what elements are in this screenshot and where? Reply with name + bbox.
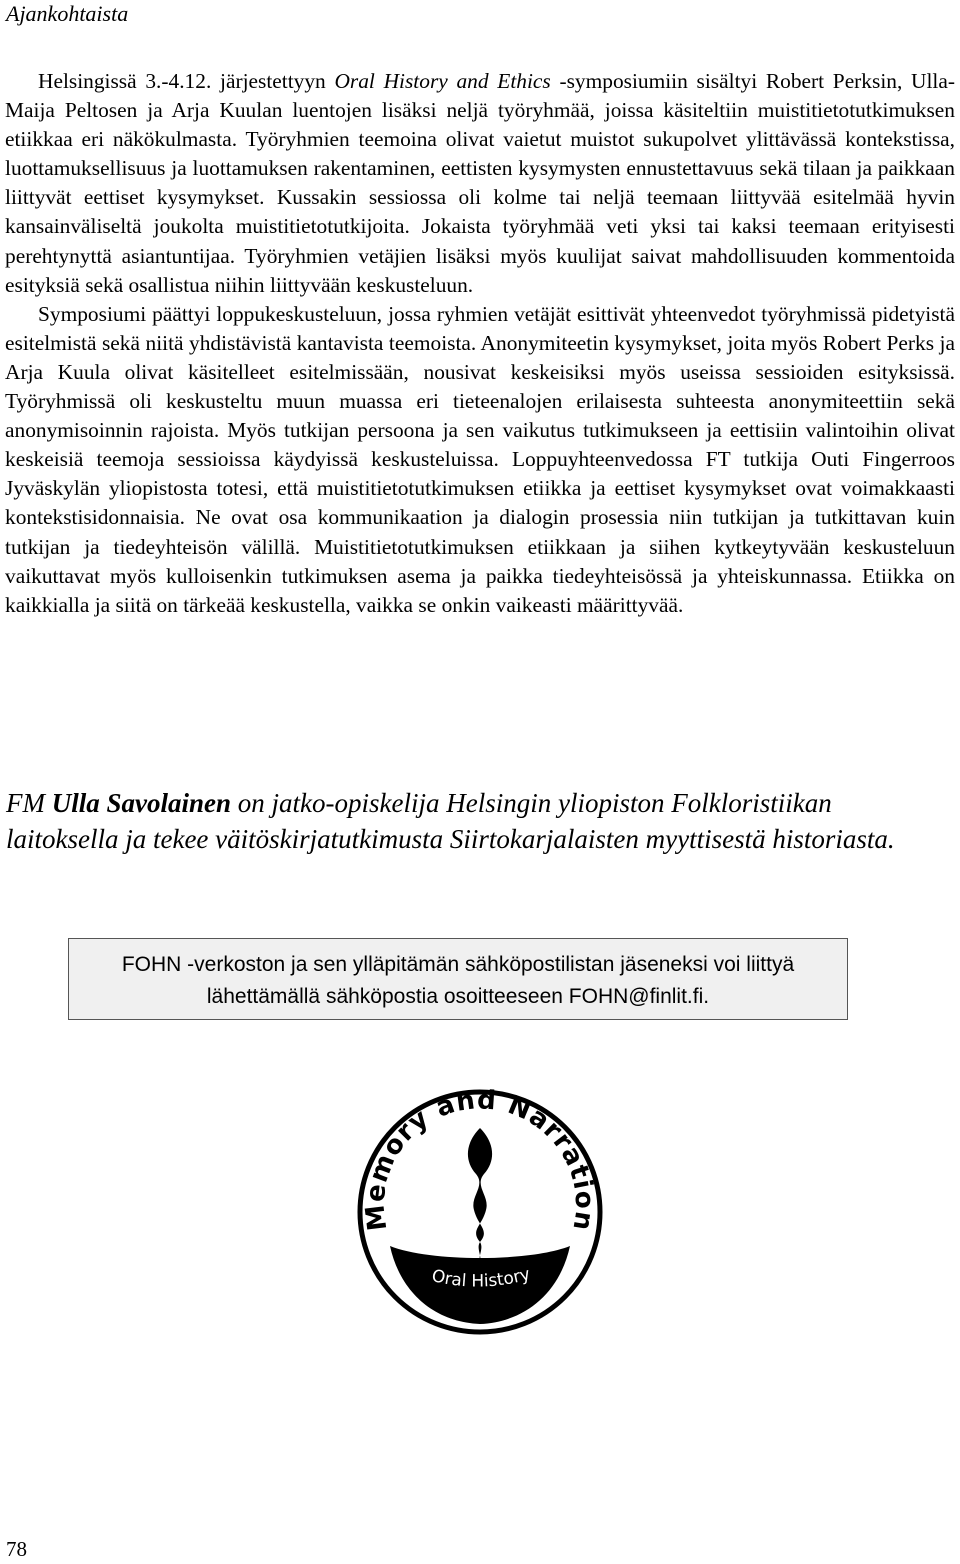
author-name: Ulla Savolainen: [51, 788, 232, 818]
author-degree: FM: [6, 788, 52, 818]
page-number: 78: [6, 1537, 27, 1561]
logo-ring-text: Memory and Narration: [360, 1085, 600, 1234]
author-note: [6, 786, 926, 857]
paragraph-1-start: Helsingissä 3.-4.12. järjestettyyn: [38, 69, 335, 93]
logo-image: [330, 1060, 630, 1360]
logo-band-text: Oral History: [429, 1264, 533, 1292]
author-description: on jatko-opiskelija Helsingin yliopiston Folkloristiikan laitoksella ja tekee väitöskirjatutkimusta Siirtokarjalaisten myyttisestä historiasta.: [6, 788, 895, 854]
article-body: [5, 67, 955, 620]
notice-box: [68, 938, 848, 1020]
paragraph-1: [5, 67, 955, 300]
notice-line-2: lähettämällä sähköpostia osoitteeseen FOHN@finlit.fi.: [206, 985, 710, 1008]
memory-and-narration-logo: [330, 1060, 630, 1360]
paragraph-2: Symposiumi päättyi loppukeskusteluun, jossa ryhmien vetäjät esittivät yhteenvedot työryhmissä pidetyistä esitelmistä sekä niitä yhdistävistä kantavista teemoista. Anonymiteetin kysymykset, joita myös Robert Perks ja Arja Kuula olivat käsitelleet esitelmissään, nousivat keskeisiksi myös useissa sessioiden esityksissä. Työryhmissä oli keskusteltu muun muassa eri tieteenalojen erilaisesta suhteesta anonymiteettiin sekä anonymisoinnin rajoista. Myös tutkijan persoona ja sen vaikutus tutkimukseen ja eettisiin valintoihin olivat keskeisiä teemoja sessioissa käydyissä keskusteluissa. Loppuyhteenvedossa FT tutkija Outi Fingerroos Jyväskylän yliopistosta totesi, että muistitietotutkimuksen etiikka ja eettiset kysymykset ovat voimakkaasti kontekstisidonnaisia. Ne ovat osa kommunikaation ja dialogin prosessia niin tutkijan ja tutkittavan kuin tutkijan ja tiedeyhteisön välillä. Muistitietotutkimuksen etiikkaan ja siihen kytkeytyvään keskusteluun vaikuttavat myös kulloisenkin tutkimuksen asema ja paikka tiedeyhteisössä ja yhteiskunnassa. Etiikka on kaikkialla ja siitä on tärkeää keskustella, vaikka se onkin vaikeasti määrittyvää.: [5, 301, 955, 617]
symposium-title: Oral History and Ethics: [334, 69, 551, 93]
paragraph-1-rest: -symposiumiin sisältyi Robert Perksin, Ulla-Maija Peltosen ja Arja Kuulan luentojen lisäksi neljä työryhmää, joissa käsiteltiin muistitietotutkimuksen etiikkaa eri näkökulmasta. Työryhmien teemoina olivat vaietut muistot sukupolvet ylittävässä kontekstissa, luottamuksellisuus ja luottamuksen rakentaminen, eettisten kysymysten ennustettavuus sekä tilaan ja paikkaan liittyvät eettiset kysymykset. Kussakin sessiossa oli kolme tai neljä teemaan liittyvää esitelmää hyvin kansainväliseltä joukolta muistitietotutkijoita. Jokaista työryhmää veti yksi tai kaksi teemaan erityisesti perehtynyttä asiantuntijaa. Työryhmien vetäjien lisäksi myös kuulijat saivat mahdollisuuden kommentoida esityksiä sekä osallistua niihin liittyvään keskusteluun.: [5, 69, 955, 297]
running-head: Ajankohtaista: [6, 1, 129, 26]
notice-line-1: FOHN -verkoston ja sen ylläpitämän sähköpostilistan jäseneksi voi liittyä: [121, 953, 795, 976]
